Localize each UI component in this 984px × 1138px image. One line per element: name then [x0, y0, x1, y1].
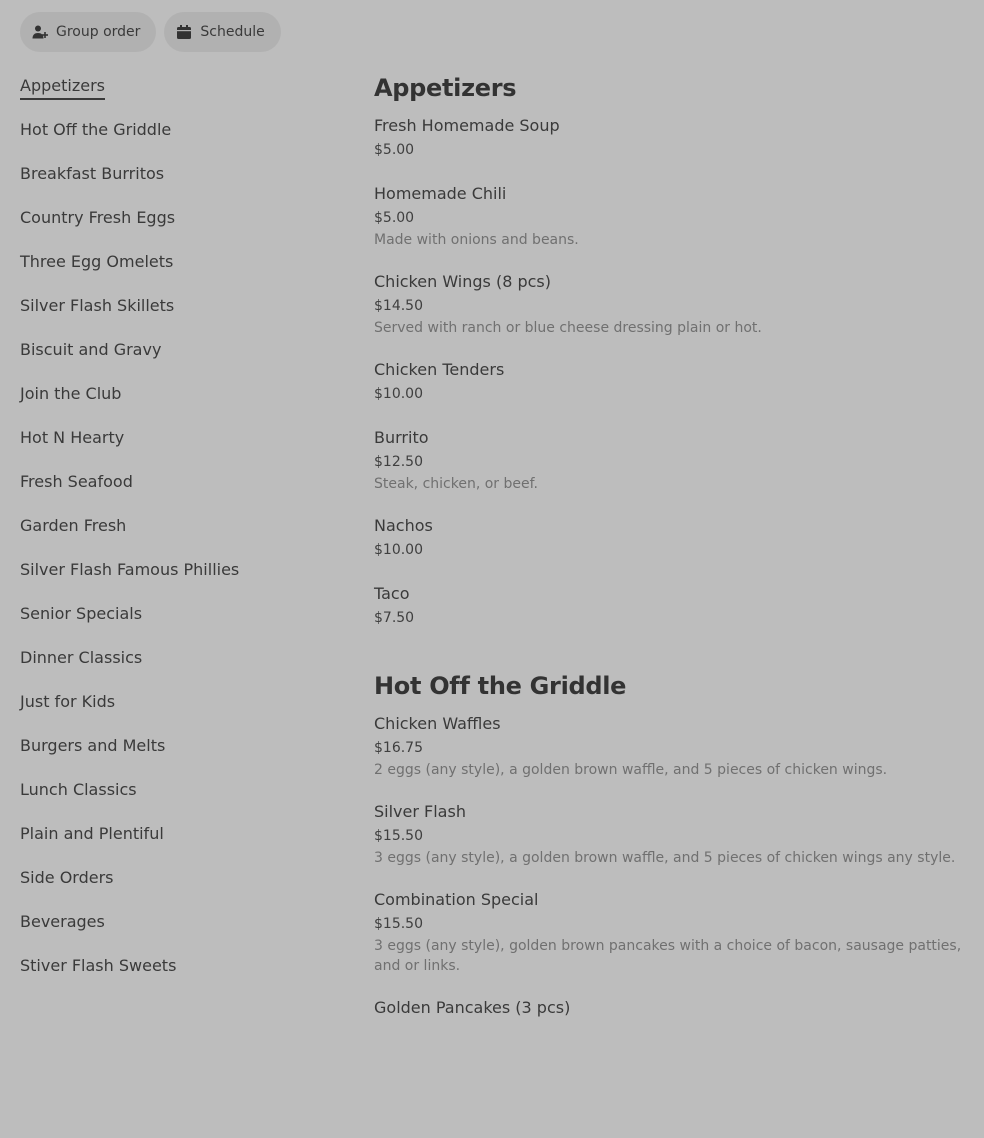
item-price: $7.50 — [374, 610, 415, 626]
schedule-button[interactable] — [164, 12, 280, 52]
order-actions — [20, 12, 281, 52]
nav-item-dinner-classics[interactable]: Dinner Classics — [20, 648, 143, 667]
calendar-icon — [176, 24, 192, 40]
item-name: Burrito — [374, 428, 429, 447]
item-name: Chicken Wings (8 pcs) — [374, 272, 551, 291]
group-order-button[interactable] — [20, 12, 156, 52]
menu-item[interactable] — [374, 182, 964, 250]
item-description: Made with onions and beans. — [374, 232, 579, 248]
griddle-section — [374, 672, 964, 1020]
nav-item-burgers-and-melts[interactable]: Burgers and Melts — [20, 736, 166, 755]
menu-item[interactable] — [374, 888, 964, 976]
menu-content — [374, 72, 964, 1048]
nav-item-stiver-flash-sweets[interactable]: Stiver Flash Sweets — [20, 956, 177, 975]
item-price: $15.50 — [374, 916, 423, 932]
item-price: $12.50 — [374, 454, 423, 470]
nav-item-biscuit-and-gravy[interactable]: Biscuit and Gravy — [20, 340, 162, 359]
item-description: 3 eggs (any style), a golden brown waffle, and 5 pieces of chicken wings any style. — [374, 850, 956, 866]
item-name: Homemade Chili — [374, 184, 507, 203]
group-order-label: Group order — [56, 24, 141, 40]
schedule-label: Schedule — [200, 24, 265, 40]
item-name: Combination Special — [374, 890, 539, 909]
menu-item[interactable] — [374, 358, 964, 406]
nav-item-plain-and-plentiful[interactable]: Plain and Plentiful — [20, 824, 164, 843]
item-price: $5.00 — [374, 142, 415, 158]
nav-item-fresh-seafood[interactable]: Fresh Seafood — [20, 472, 133, 491]
item-name: Golden Pancakes (3 pcs) — [374, 998, 571, 1017]
nav-item-country-fresh-eggs[interactable]: Country Fresh Eggs — [20, 208, 176, 227]
appetizers-section — [374, 74, 964, 630]
nav-item-breakfast-burritos[interactable]: Breakfast Burritos — [20, 164, 165, 183]
nav-item-hot-off-the-griddle[interactable]: Hot Off the Griddle — [20, 120, 172, 139]
nav-item-three-egg-omelets[interactable]: Three Egg Omelets — [20, 252, 174, 271]
item-name: Chicken Tenders — [374, 360, 505, 379]
item-description: Steak, chicken, or beef. — [374, 476, 538, 492]
section-title: Hot Off the Griddle — [374, 672, 627, 700]
item-price: $5.00 — [374, 210, 415, 226]
item-description: 2 eggs (any style), a golden brown waffle, and 5 pieces of chicken wings. — [374, 762, 888, 778]
item-name: Silver Flash — [374, 802, 466, 821]
section-title: Appetizers — [374, 74, 517, 102]
menu-item[interactable] — [374, 712, 964, 780]
item-price: $15.50 — [374, 828, 423, 844]
menu-item[interactable] — [374, 270, 964, 338]
add-person-icon — [32, 24, 48, 40]
nav-item-garden-fresh[interactable]: Garden Fresh — [20, 516, 127, 535]
nav-item-hot-n-hearty[interactable]: Hot N Hearty — [20, 428, 125, 447]
menu-item[interactable] — [374, 996, 964, 1020]
item-description: 3 eggs (any style), golden brown pancakes with a choice of bacon, sausage patties, and or links. — [374, 938, 962, 974]
nav-item-lunch-classics[interactable]: Lunch Classics — [20, 780, 137, 799]
item-name: Taco — [374, 584, 410, 603]
item-description: Served with ranch or blue cheese dressing plain or hot. — [374, 320, 762, 336]
item-name: Chicken Waffles — [374, 714, 501, 733]
menu-item[interactable] — [374, 800, 964, 868]
nav-item-silver-flash-skillets[interactable]: Silver Flash Skillets — [20, 296, 175, 315]
item-price: $16.75 — [374, 740, 423, 756]
item-price: $14.50 — [374, 298, 423, 314]
item-name: Fresh Homemade Soup — [374, 116, 560, 135]
nav-item-beverages[interactable]: Beverages — [20, 912, 105, 931]
nav-item-just-for-kids[interactable]: Just for Kids — [20, 692, 116, 711]
item-price: $10.00 — [374, 542, 423, 558]
menu-item[interactable] — [374, 514, 964, 562]
menu-item[interactable] — [374, 114, 964, 162]
nav-item-silver-flash-famous-phillies[interactable]: Silver Flash Famous Phillies — [20, 560, 240, 579]
category-nav — [20, 72, 340, 996]
nav-item-appetizers[interactable]: Appetizers — [20, 72, 340, 116]
item-name: Nachos — [374, 516, 433, 535]
nav-item-join-the-club[interactable]: Join the Club — [20, 384, 122, 403]
menu-item[interactable] — [374, 426, 964, 494]
menu-item[interactable] — [374, 582, 964, 630]
nav-item-senior-specials[interactable]: Senior Specials — [20, 604, 143, 623]
item-price: $10.00 — [374, 386, 423, 402]
nav-item-side-orders[interactable]: Side Orders — [20, 868, 114, 887]
